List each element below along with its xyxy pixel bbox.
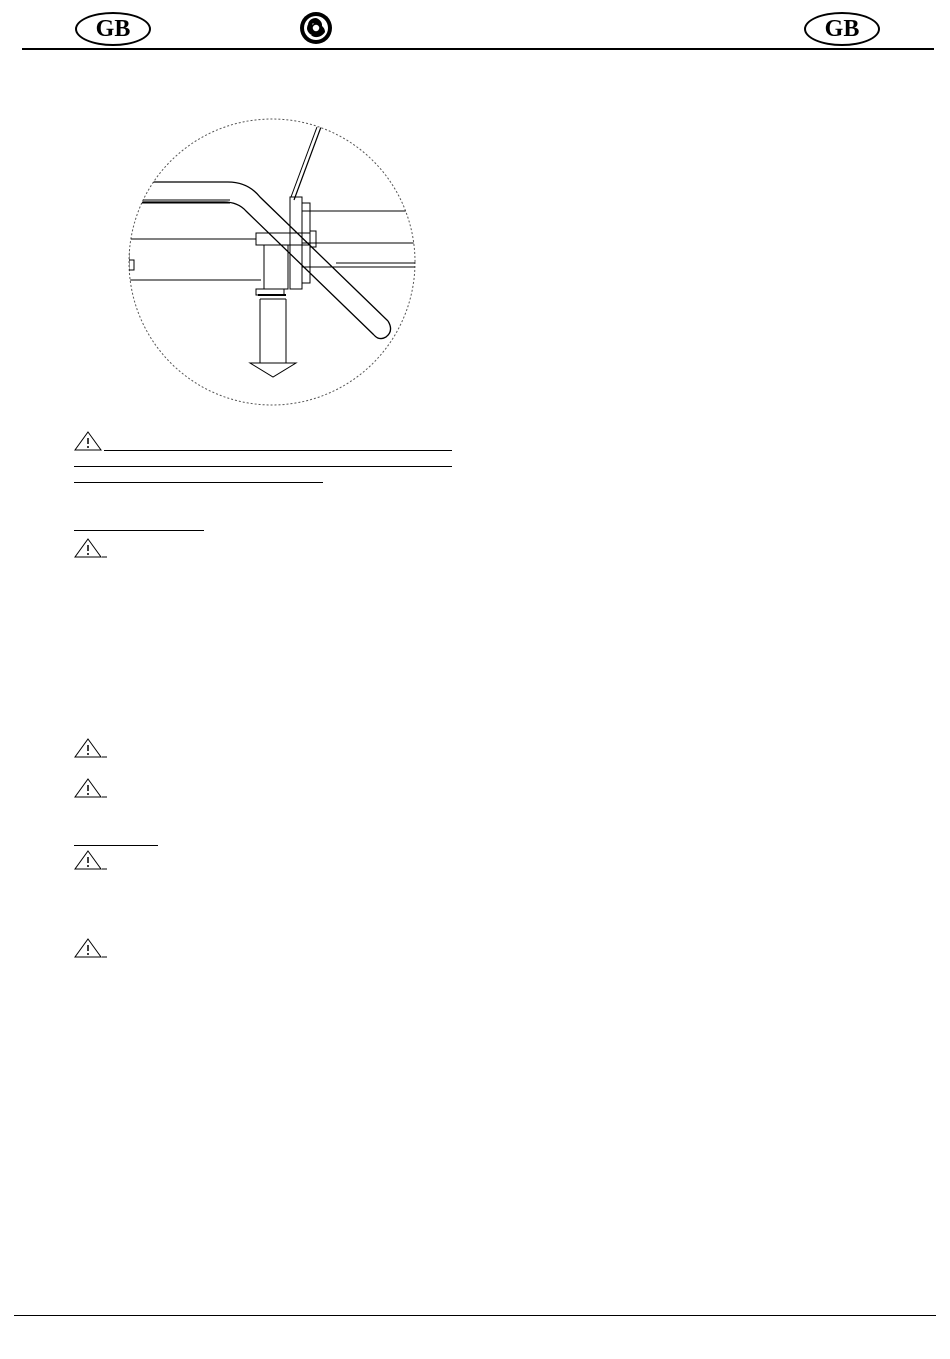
section-heading-underline	[74, 530, 204, 531]
underlined-line	[74, 482, 323, 483]
warning-triangle-icon	[74, 538, 104, 560]
brand-roundel-icon	[298, 10, 334, 46]
warning-triangle-icon	[74, 431, 104, 453]
footer-rule	[14, 1315, 936, 1316]
warning-triangle-icon	[74, 738, 104, 760]
underlined-line	[104, 450, 452, 451]
gb-badge-left	[75, 12, 151, 46]
warning-triangle-icon	[74, 938, 104, 960]
underlined-line	[74, 466, 452, 467]
warning-triangle-icon	[74, 850, 104, 872]
pipe-detail-drawing	[126, 115, 418, 410]
warning-triangle-icon	[74, 778, 104, 800]
gb-badge-left-label: GB	[95, 15, 131, 42]
gb-badge-right-label: GB	[824, 15, 860, 42]
section-heading-underline	[74, 845, 158, 846]
gb-badge-right	[804, 12, 880, 46]
header-rule	[22, 48, 934, 50]
